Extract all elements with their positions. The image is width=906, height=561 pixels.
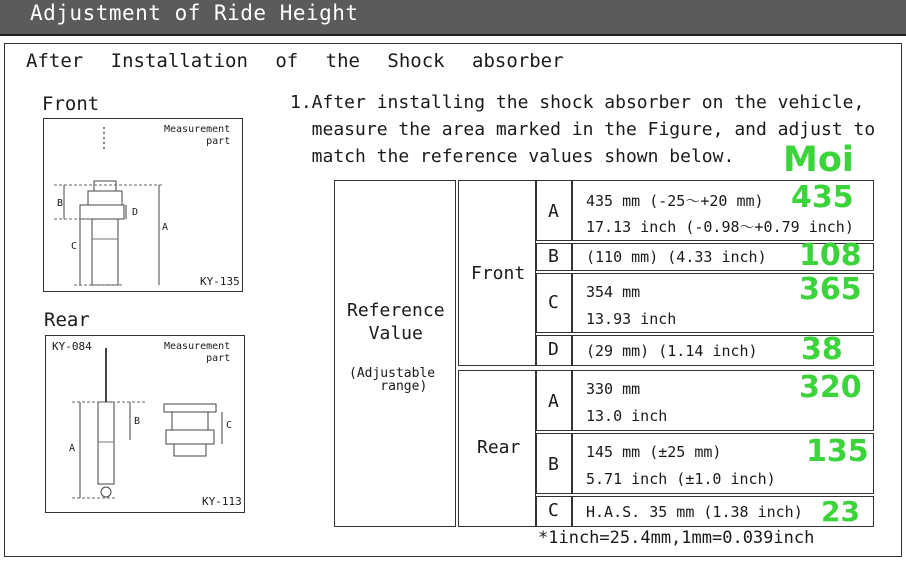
front-row-d-letter-cell	[536, 335, 572, 366]
rear-dim-a: A	[69, 443, 76, 454]
front-group-cell	[458, 180, 536, 366]
rear-label: Rear	[44, 309, 90, 331]
rear-dim-c: C	[226, 420, 233, 431]
footnote: *1inch=25.4mm,1mm=0.039inch	[538, 528, 815, 548]
front-row-a-value-cell	[572, 180, 874, 241]
front-row-b-line1: (110 mm) (4.33 inch)	[586, 248, 767, 266]
front-row-a-letter-cell	[536, 180, 572, 241]
front-row-d-letter: D	[548, 339, 559, 360]
front-row-c-line2: 13.93 inch	[586, 310, 677, 328]
rear-row-c-note: 23	[821, 495, 860, 528]
rear-row-a-line2: 13.0 inch	[586, 407, 668, 425]
rear-row-c-letter: C	[548, 500, 559, 521]
front-row-c-line1: 354 mm	[586, 283, 641, 301]
front-row-b-letter: B	[548, 246, 559, 267]
rear-measurement-label: Measurement part	[164, 341, 231, 364]
rear-row-b-note: 135	[806, 434, 869, 469]
rear-group-label: Rear	[477, 437, 521, 458]
rear-code-top: KY-084	[52, 340, 92, 353]
rear-row-a-letter-cell	[536, 370, 572, 431]
rear-row-a-letter: A	[548, 391, 559, 412]
rear-row-a-value-cell	[572, 370, 874, 431]
front-row-c-letter-cell	[536, 273, 572, 333]
annotation-header: Moi	[783, 140, 854, 180]
front-row-a-letter: A	[548, 201, 559, 222]
subtitle: After Installation of the Shock absorber	[26, 50, 564, 72]
rear-row-b-value-cell	[572, 433, 874, 494]
rear-row-c-line1: H.A.S. 35 mm (1.38 inch)	[586, 503, 803, 521]
front-row-a-note: 435	[791, 180, 854, 215]
rear-row-c-letter-cell	[536, 496, 572, 527]
front-row-d-value-cell	[572, 332, 874, 367]
instruction-text: 1.After installing the shock absorber on the vehicle, measure the area marked in the Figure, and adjust to match the reference values shown below.	[290, 92, 876, 167]
front-row-a-line2: 17.13 inch (-0.98～+0.79 inch)	[586, 218, 854, 236]
rear-group-cell	[458, 370, 536, 527]
front-row-b-letter-cell	[536, 243, 572, 271]
front-row-c-value-cell	[572, 273, 874, 333]
adjustable-label: (Adjustable range)	[349, 366, 436, 394]
front-dim-b: B	[57, 198, 64, 209]
front-measurement-label: Measurement part	[164, 124, 231, 147]
reference-value-cell	[334, 180, 456, 527]
front-row-c-letter: C	[548, 292, 559, 313]
front-shock-diagram	[44, 119, 242, 291]
front-row-d-note: 38	[801, 332, 843, 367]
rear-code: KY-113	[202, 495, 242, 508]
front-dim-a: A	[162, 222, 169, 233]
rear-row-c-value-cell	[572, 496, 874, 527]
rear-row-b-letter-cell	[536, 433, 572, 494]
rear-shock-diagram	[46, 336, 244, 512]
rear-dim-b: B	[134, 416, 141, 427]
front-row-d-line1: (29 mm) (1.14 inch)	[586, 342, 758, 360]
front-dim-c: C	[71, 241, 78, 252]
section-header-bar	[0, 0, 906, 36]
rear-row-b-line2: 5.71 inch (±1.0 inch)	[586, 470, 776, 488]
front-group-label: Front	[471, 263, 526, 284]
rear-row-a-note: 320	[799, 370, 862, 405]
front-figure	[43, 118, 243, 292]
front-row-b-value-cell	[572, 238, 874, 273]
front-dim-d: D	[132, 207, 139, 218]
reference-label: Reference Value	[347, 300, 445, 344]
rear-row-b-letter: B	[548, 454, 559, 475]
front-code: KY-135	[200, 275, 240, 288]
section-title: Adjustment of Ride Height	[30, 1, 359, 25]
front-row-a-line1: 435 mm (-25～+20 mm)	[586, 192, 764, 210]
front-row-c-note: 365	[799, 272, 862, 307]
rear-row-b-line1: 145 mm (±25 mm)	[586, 443, 722, 461]
front-row-b-note: 108	[799, 238, 862, 273]
reference-table	[334, 180, 874, 527]
rear-figure	[45, 335, 245, 513]
front-label: Front	[42, 93, 100, 115]
rear-row-a-line1: 330 mm	[586, 380, 641, 398]
